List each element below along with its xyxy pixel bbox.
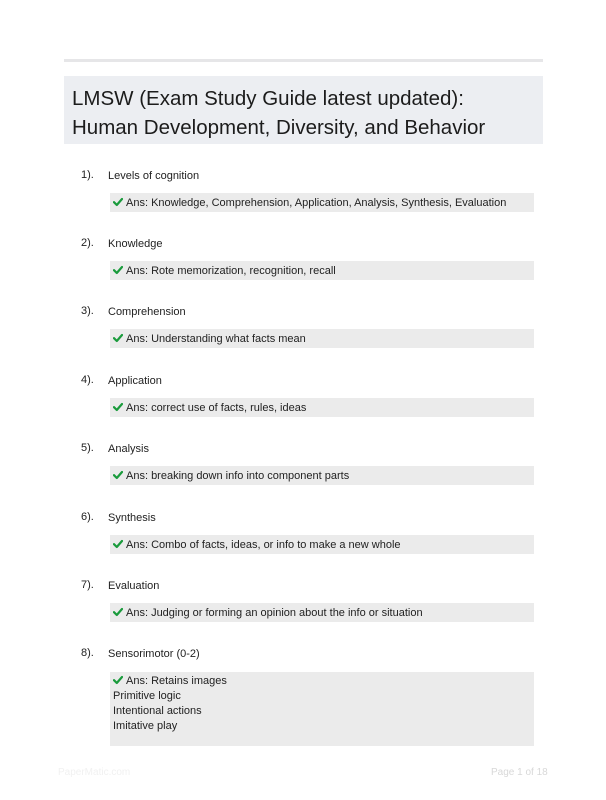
question-text: Synthesis [108, 512, 156, 524]
question-number: 8). [81, 647, 94, 659]
answer-line [113, 196, 534, 211]
answer-text: Ans: Rote memorization, recognition, recall [126, 265, 336, 277]
answer-box [110, 466, 534, 485]
question-text: Analysis [108, 443, 149, 455]
question-text: Knowledge [108, 238, 163, 250]
answer-line [113, 674, 534, 689]
checkmark-icon [113, 265, 123, 275]
question-number: 6). [81, 511, 94, 523]
question-text: Evaluation [108, 580, 160, 592]
answer-box [110, 398, 534, 417]
document-title-line-2: Human Development, Diversity, and Behavior [72, 116, 486, 139]
answer-line [113, 264, 534, 279]
question-text: Comprehension [108, 306, 186, 318]
document-title-line-1: LMSW (Exam Study Guide latest updated): [72, 87, 464, 110]
answer-box [110, 603, 534, 622]
document-title-block [64, 76, 543, 144]
answer-box [110, 672, 534, 746]
answer-box [110, 193, 534, 212]
answer-text: Ans: Knowledge, Comprehension, Application, Analysis, Synthesis, Evaluation [126, 197, 507, 209]
answer-line: Imitative play [113, 720, 178, 732]
answer-line [113, 538, 534, 553]
question-number: 2). [81, 237, 94, 249]
answer-line: Primitive logic [113, 690, 181, 702]
answer-box [110, 535, 534, 554]
answer-box [110, 261, 534, 280]
checkmark-icon [113, 607, 123, 617]
checkmark-icon [113, 402, 123, 412]
footer-watermark: PaperMatic.com [58, 767, 131, 778]
checkmark-icon [113, 333, 123, 343]
answer-line [113, 332, 534, 347]
checkmark-icon [113, 470, 123, 480]
answer-line: Intentional actions [113, 705, 202, 717]
checkmark-icon [113, 539, 123, 549]
checkmark-icon [113, 197, 123, 207]
answer-line [113, 401, 534, 416]
answer-line [113, 469, 534, 484]
header-divider [64, 59, 543, 62]
answer-text: Ans: Understanding what facts mean [126, 333, 306, 345]
answer-box [110, 329, 534, 348]
answer-text: Ans: breaking down info into component parts [126, 470, 350, 482]
answer-text: Ans: Combo of facts, ideas, or info to make a new whole [126, 539, 401, 551]
question-number: 1). [81, 169, 94, 181]
checkmark-icon [113, 675, 123, 685]
question-text: Levels of cognition [108, 170, 200, 182]
question-text: Application [108, 375, 162, 387]
page-indicator: Page 1 of 18 [491, 767, 548, 778]
answer-text: Ans: correct use of facts, rules, ideas [126, 402, 307, 414]
question-text: Sensorimotor (0-2) [108, 648, 200, 660]
question-number: 7). [81, 579, 94, 591]
answer-text: Ans: Judging or forming an opinion about the info or situation [126, 607, 423, 619]
question-number: 4). [81, 374, 94, 386]
question-number: 5). [81, 442, 94, 454]
question-number: 3). [81, 305, 94, 317]
answer-text: Ans: Retains images [126, 675, 227, 687]
answer-line [113, 606, 534, 621]
